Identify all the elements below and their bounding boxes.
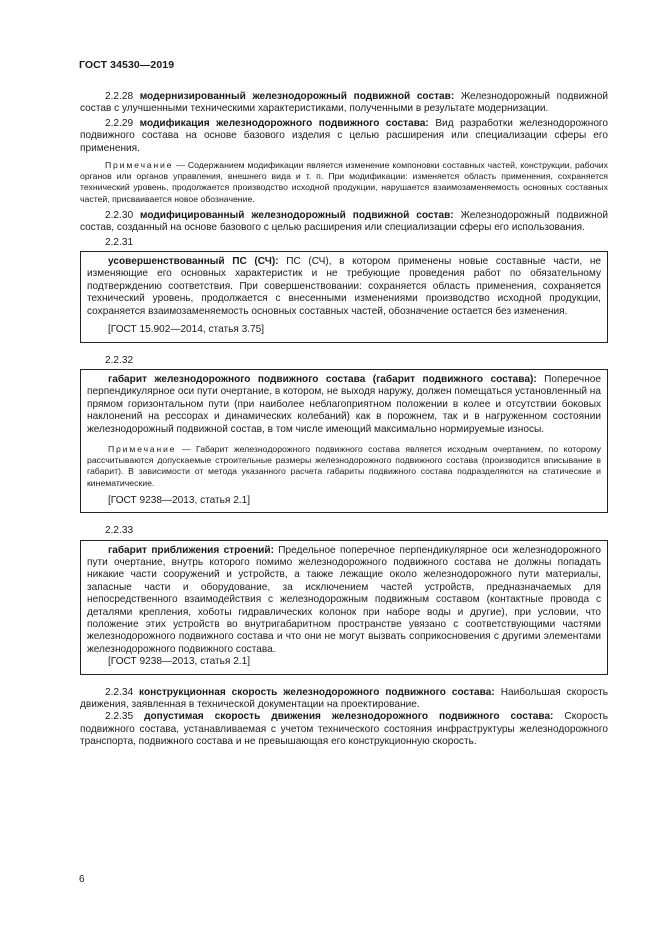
term-name: модифицированный железнодорожный подвижной состав: xyxy=(139,209,454,221)
term-definition: Вид разработки железнодорожного подвижного состава на основе базового изделия с целью расширения или специализации сферы его применения. xyxy=(80,117,609,154)
term-number-2-2-33: 2.2.33 xyxy=(105,525,134,537)
term-definition: Предельное поперечное перпендикулярное оси железнодорожного пути очертание, внутрь которого помимо железнодорожного подвижного состава не должны попадать никакие части сооружений и устройств, а также лежащие около железнодорожного пути материалы, запасные части и оборудование, за исключением частей устройств, предназначаемых для непосредственного взаимодействия с железнодорожным подвижным составом (контактные провода с деталями крепления, хоботы гидравлических колонок при наборе воды и другие), при условии, что положение этих устройств во внутригабаритном пространстве увязано с соответствующими частями железнодорожного подвижного состава и что они не могут вызвать соприкосновения с другими элементами железнодорожного подвижного состава. xyxy=(87,544,601,655)
term-name: модификация железнодорожного подвижного состава: xyxy=(139,117,429,129)
term-definition: Поперечное перпендикулярное оси пути очертание, в котором, не выходя наружу, должен помещаться установленный на прямом горизонтальном пути (при наиболее неблагоприятном положении в колее и отсутствии боковых наклонений на рессорах и динамических колебаний) как в порожнем, так и в нагруженном состоянии железнодорожный подвижной состав, в том числе имеющий максимально нормируемые износы. xyxy=(87,373,601,435)
page-number: 6 xyxy=(79,874,85,885)
term-2-2-34 xyxy=(80,687,608,712)
term-box-2-2-32 xyxy=(80,369,608,513)
term-name: габарит приближения строений: xyxy=(108,544,274,556)
source-reference: [ГОСТ 9238—2013, статья 2.1] xyxy=(108,494,251,506)
term-definition: Скорость подвижного состава, устанавливаемая с учетом технического состояния инфраструктуры железнодорожного транспорта, подвижного состава и не превышающая его конструкционную скорость. xyxy=(80,711,609,748)
term-2-2-31 xyxy=(87,256,601,318)
term-2-2-35 xyxy=(80,711,608,748)
term-name: допустимая скорость движения железнодорожного подвижного состава: xyxy=(144,711,554,723)
term-number: 2.2.28 xyxy=(105,91,134,102)
term-2-2-29 xyxy=(80,118,608,155)
source-reference: [ГОСТ 15.902—2014, статья 3.75] xyxy=(108,324,265,336)
document-body xyxy=(80,91,608,749)
note-label: Примечание xyxy=(105,160,174,171)
term-name: усовершенствованный ПС (СЧ): xyxy=(108,256,279,268)
term-definition: ПС (СЧ), в котором применены новые составные части, не изменяющие его основных характеристик и не требующие проведения работ по обязательному подтверждению соответствия. При совершенствовании: сохраняется область применения, сохраняется технический уровень, продолжается с внесенными изменениями производство исходной продукции, сохраняется взаимозаменяемость основных составных частей, обозначение остается без изменения. xyxy=(87,256,602,317)
term-box-2-2-31 xyxy=(80,251,608,342)
term-number-2-2-32: 2.2.32 xyxy=(105,354,134,366)
term-number-2-2-31: 2.2.31 xyxy=(105,236,134,248)
term-number: 2.2.30 xyxy=(105,209,134,221)
term-2-2-28 xyxy=(80,91,608,116)
note-2-2-29 xyxy=(80,160,608,205)
note-text: — Содержанием модификации является изменение компоновки составных частей, конструкции, рабочих органов или органов управления, внешнего вида и т. п. При модификации: изменяется область применения, сохраняется технический уровень, продолжается производство исходной продукции, нарушается взаимозаменяемость основных составных частей, присваивается новое обозначение. xyxy=(80,160,608,204)
term-2-2-30 xyxy=(80,210,608,235)
document-header: ГОСТ 34530—2019 xyxy=(79,59,175,71)
term-number: 2.2.35 xyxy=(105,711,134,723)
term-name: габарит железнодорожного подвижного состава (габарит подвижного состава): xyxy=(108,373,537,385)
source-reference: [ГОСТ 9238—2013, статья 2.1] xyxy=(108,656,251,668)
term-number: 2.2.34 xyxy=(105,686,134,698)
term-number: 2.2.29 xyxy=(105,117,134,129)
note-2-2-32 xyxy=(87,444,601,489)
term-definition: Наибольшая скорость движения, заявленная в технической документации на проектирование. xyxy=(80,686,609,711)
term-2-2-32 xyxy=(87,374,601,436)
note-text: — Габарит железнодорожного подвижного состава является исходным очертанием, по которому рассчитываются допускаемые строительные размеры железнодорожного подвижного состава (производится вписывание в габарит). В зависимости от метода указанного расчета габариты подвижного состава подразделяются на статические и кинематические. xyxy=(87,443,601,488)
term-definition: Железнодорожный подвижной состав с улучшенными техническими характеристиками, полученными в результате модернизации. xyxy=(80,91,608,115)
term-box-2-2-33 xyxy=(80,540,608,675)
term-name: модернизированный железнодорожный подвижной состав: xyxy=(139,91,455,102)
note-label: Примечание xyxy=(108,443,177,454)
term-2-2-33 xyxy=(87,545,601,657)
term-name: конструкционная скорость железнодорожного подвижного состава: xyxy=(139,686,495,698)
term-definition: Железнодорожный подвижной состав, созданный на основе базового с целью расширения или специализации сферы его использования. xyxy=(80,209,608,234)
